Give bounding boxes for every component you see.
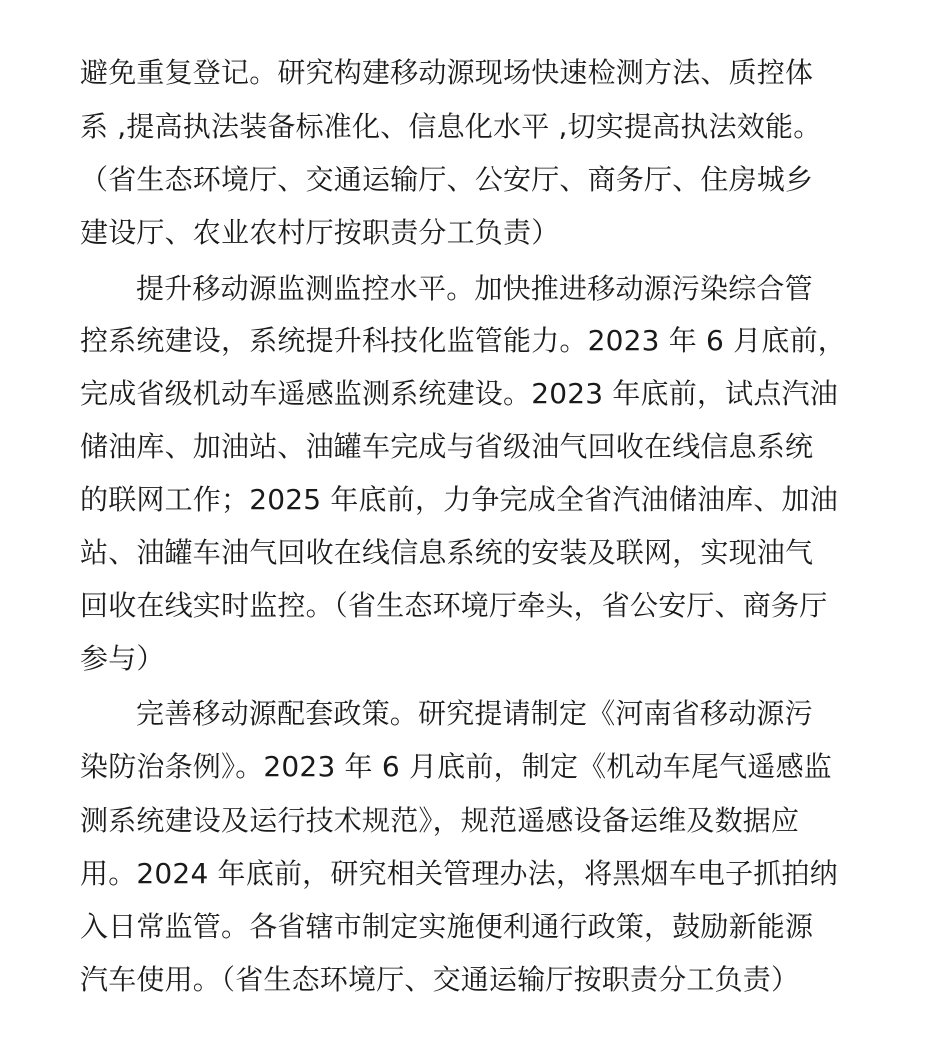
- text-line-10: 站、油罐车油气回收在线信息系统的安装及联网，实现油气: [80, 536, 814, 569]
- text-line-6: 控系统建设，系统提升科技化监管能力。2023 年 6 月底前，: [80, 324, 846, 357]
- text-line-15: 测系统建设及运行技术规范》，规范遥感设备运维及数据应: [80, 804, 800, 837]
- text-line-11: 回收在线实时监控。（省生态环境厅牵头，省公安厅、商务厅: [80, 589, 828, 622]
- text-line-7: 完成省级机动车遥感监测系统建设。2023 年底前，试点汽油: [80, 377, 838, 410]
- text-line-2: 系 ,提高执法装备标准化、信息化水平 ,切实提高执法效能。: [80, 110, 822, 143]
- paragraph-heading-policy: 完善移动源配套政策。研究提请制定《河南省移动源污: [136, 697, 813, 730]
- text-line-18: 汽车使用。（省生态环境厅、交通运输厅按职责分工负责）: [80, 963, 800, 996]
- text-line-16: 用。2024 年底前，研究相关管理办法，将黑烟车电子抓拍纳: [80, 857, 838, 890]
- text-line-12: 参与）: [80, 642, 165, 675]
- text-line-3: （省生态环境厅、交通运输厅、公安厅、商务厅、住房城乡: [80, 163, 814, 196]
- paragraph-heading-monitoring: 提升移动源监测监控水平。加快推进移动源污染综合管: [136, 272, 813, 305]
- text-line-17: 入日常监管。各省辖市制定实施便利通行政策，鼓励新能源: [80, 910, 814, 943]
- text-line-1: 避免重复登记。研究构建移动源现场快速检测方法、质控体: [80, 56, 814, 89]
- text-line-8: 储油库、加油站、油罐车完成与省级油气回收在线信息系统: [80, 430, 814, 463]
- text-line-14: 染防治条例》。2023 年 6 月底前，制定《机动车尾气遥感监: [80, 750, 832, 783]
- text-line-4: 建设厅、农业农村厅按职责分工负责）: [80, 216, 560, 249]
- text-line-9: 的联网工作；2025 年底前，力争完成全省汽油储油库、加油: [80, 483, 838, 516]
